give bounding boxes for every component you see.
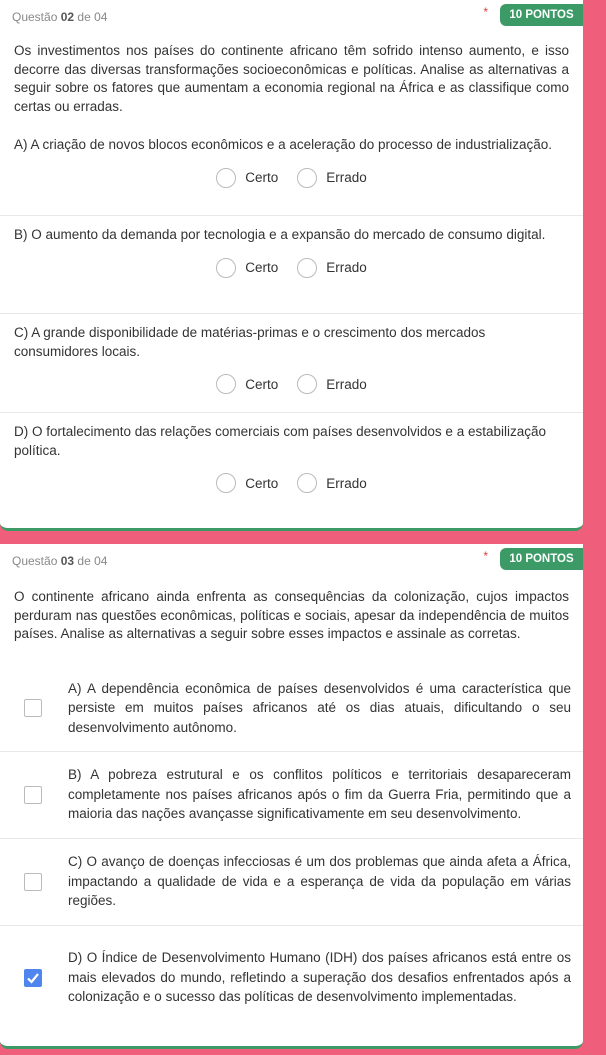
points-badge: 10 PONTOS	[500, 4, 583, 26]
option-certo[interactable]: Certo	[216, 374, 278, 394]
alternative-text: A) A criação de novos blocos econômicos e a aceleração do processo de industrialização.	[14, 137, 553, 152]
checkmark-icon	[26, 971, 40, 985]
question-label: Questão 02 de 04	[12, 10, 108, 24]
alternative-b	[0, 216, 583, 314]
alternative-d[interactable]	[0, 926, 583, 1030]
alternative-a	[0, 136, 583, 216]
alternative-text: B) A pobreza estrutural e os conflitos políticos e territoriais desapareceram completamente nos países africanos após o fim da Guerra Fria, permitindo que a maioria das nações avançasse significativamente em seu desenvolvimento.	[68, 767, 571, 822]
question-number: 02	[60, 10, 75, 24]
radio-button[interactable]	[216, 473, 236, 493]
radio-button[interactable]	[216, 258, 236, 278]
alternative-c	[0, 314, 583, 413]
alternative-c[interactable]	[0, 839, 583, 926]
alternative-text: D) O Índice de Desenvolvimento Humano (IDH) dos países africanos está entre os mais elevados do mundo, refletindo a superação dos desafios enfrentados após a colonização e o sucesso das políticas de desenvolvimento implementadas.	[68, 950, 571, 1005]
radio-button[interactable]	[216, 374, 236, 394]
alternative-b[interactable]	[0, 752, 583, 839]
question-card-3	[0, 544, 583, 1049]
option-certo[interactable]: Certo	[216, 168, 278, 188]
radio-button[interactable]	[297, 374, 317, 394]
question-header	[0, 544, 583, 572]
points-badge: 10 PONTOS	[500, 548, 583, 570]
required-marker: *	[483, 5, 488, 19]
question-header	[0, 0, 583, 28]
question-statement: O continente africano ainda enfrenta as consequências da colonização, cujos impactos perduram nas questões econômicas, políticas e sociais, apesar da independência de muitos países. Analise as alternativas a seguir sobre esses impactos e assinale as corretas.	[14, 589, 569, 641]
option-errado[interactable]: Errado	[297, 374, 367, 394]
option-errado[interactable]: Errado	[297, 473, 367, 493]
alternative-text: A) A dependência econômica de países desenvolvidos é uma característica que persiste em muitos países africanos até os dias atuais, dificultando o seu desenvolvimento autônomo.	[68, 680, 571, 735]
question-statement: Os investimentos nos países do continente africano têm sofrido intenso aumento, e isso decorre das diversas transformações socioeconômicas e políticas. Analise as alternativas a seguir sobre os fatores que aumentam a economia regional na África e as classifique como certas ou erradas.	[14, 43, 569, 114]
question-card-2	[0, 0, 583, 531]
checkbox-checked[interactable]	[24, 969, 42, 987]
option-certo[interactable]: Certo	[216, 473, 278, 493]
radio-button[interactable]	[297, 258, 317, 278]
true-false-options	[14, 374, 569, 394]
option-certo[interactable]: Certo	[216, 258, 278, 278]
radio-button[interactable]	[297, 168, 317, 188]
question-label: Questão 03 de 04	[12, 554, 108, 568]
alternative-d	[0, 413, 583, 493]
true-false-options	[14, 473, 569, 493]
alternative-text: D) O fortalecimento das relações comerciais com países desenvolvidos e a estabilização política.	[14, 424, 546, 458]
true-false-options	[14, 168, 569, 188]
option-errado[interactable]: Errado	[297, 168, 367, 188]
radio-button[interactable]	[297, 473, 317, 493]
alternative-a[interactable]	[0, 666, 583, 752]
question-number: 03	[60, 554, 75, 568]
required-marker: *	[483, 549, 488, 563]
alternative-text: C) O avanço de doenças infecciosas é um dos problemas que ainda afeta a África, impactando a qualidade de vida e a esperança de vida da população em várias regiões.	[68, 854, 571, 909]
alternative-text: B) O aumento da demanda por tecnologia e a expansão do mercado de consumo digital.	[14, 227, 546, 242]
option-errado[interactable]: Errado	[297, 258, 367, 278]
true-false-options	[14, 258, 569, 278]
checkbox[interactable]	[24, 699, 42, 717]
radio-button[interactable]	[216, 168, 236, 188]
alternative-text: C) A grande disponibilidade de matérias-primas e o crescimento dos mercados consumidores locais.	[14, 325, 486, 359]
checkbox[interactable]	[24, 873, 42, 891]
checkbox[interactable]	[24, 786, 42, 804]
